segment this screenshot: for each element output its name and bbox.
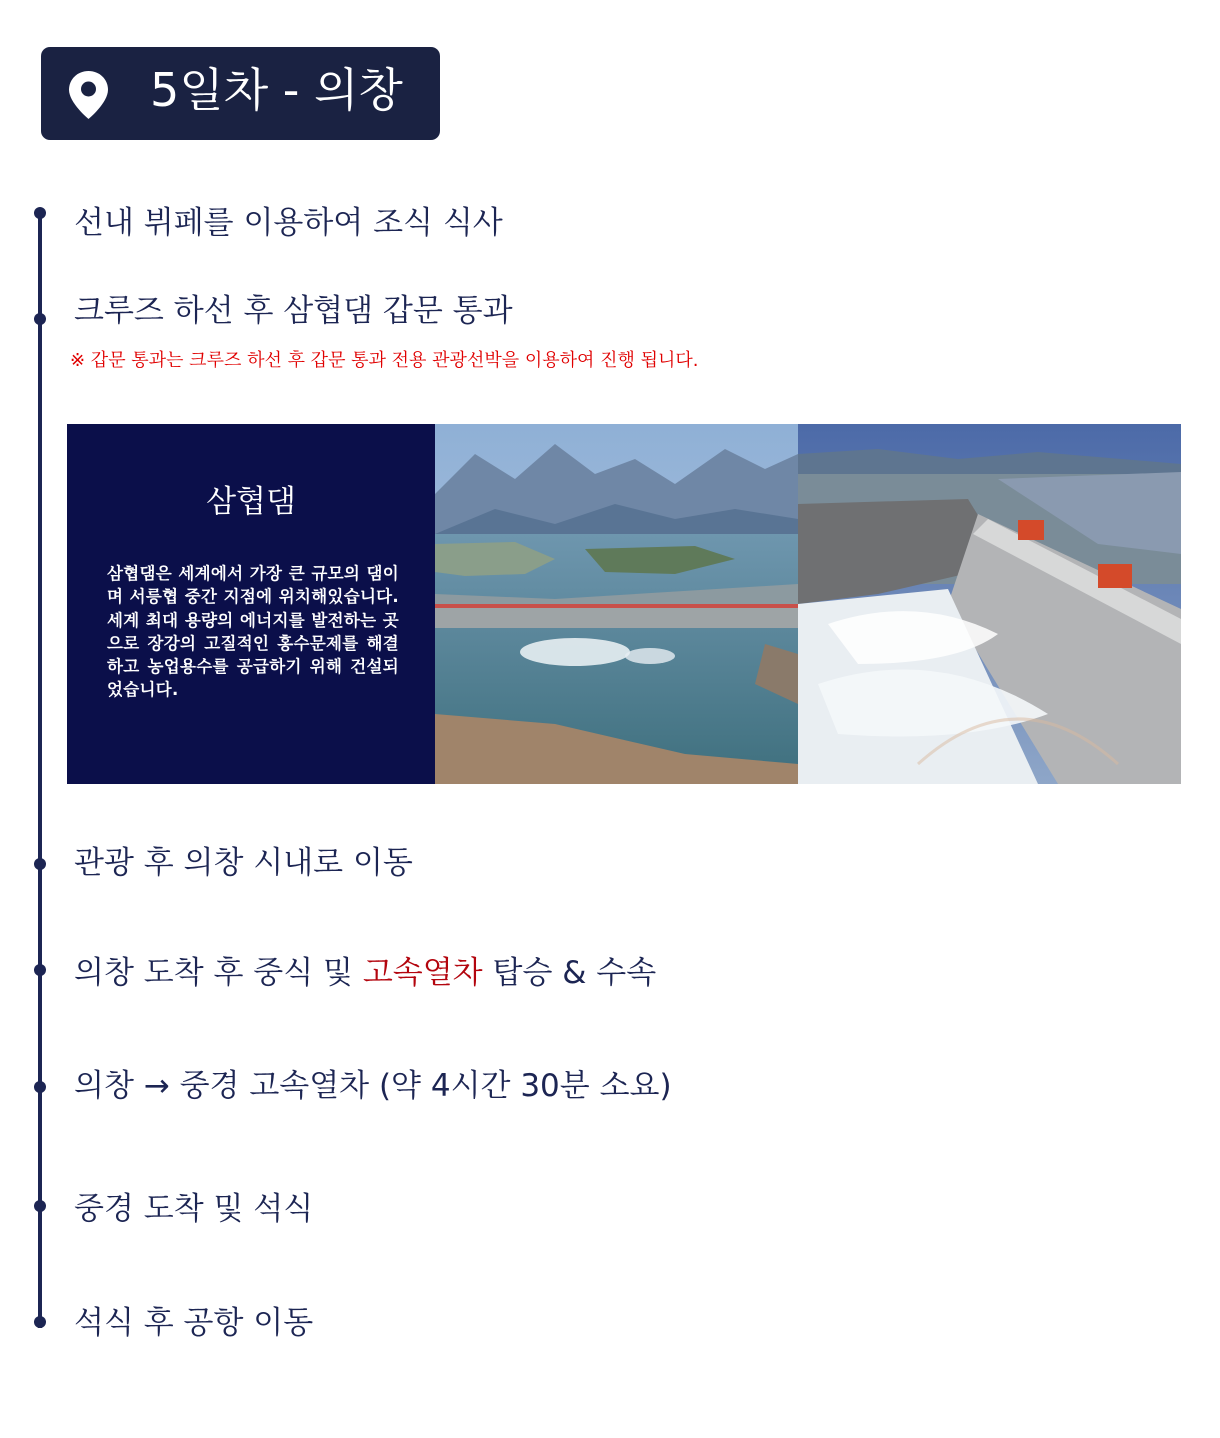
dam-spillway-photo xyxy=(798,424,1181,784)
step-text-after: 탑승 & 수속 xyxy=(482,955,657,991)
timeline-dot xyxy=(34,1081,46,1093)
timeline-line xyxy=(38,210,42,1328)
dam-aerial-photo xyxy=(435,424,798,784)
dam-info-panel xyxy=(67,424,435,784)
timeline-step-breakfast: 선내 뷔페를 이용하여 조식 식사 xyxy=(74,205,503,241)
step-text-highlight: 고속열차 xyxy=(362,955,483,991)
timeline-step-airport: 석식 후 공항 이동 xyxy=(74,1305,314,1341)
dam-card xyxy=(67,424,1181,784)
timeline-dot xyxy=(34,858,46,870)
timeline-step-dinner: 중경 도착 및 석식 xyxy=(74,1191,314,1227)
dam-title: 삼협댐 xyxy=(206,484,296,520)
timeline-dot xyxy=(34,313,46,325)
step-text-before: 의창 도착 후 중식 및 xyxy=(74,955,363,991)
dam-description: 삼협댐은 세계에서 가장 큰 규모의 댐이며 서릉협 중간 지점에 위치해있습니다. 세계 최대 용량의 에너지를 발전하는 곳으로 장강의 고질적인 홍수문제를 해결하고 농업용수를 공급하기 위해 건설되었습니다. xyxy=(107,564,399,700)
timeline-step-train-ride: 의창 → 중경 고속열차 (약 4시간 30분 소요) xyxy=(74,1068,672,1104)
lock-notice: ※ 갑문 통과는 크루즈 하선 후 갑문 통과 전용 관광선박을 이용하여 진행 됩니다. xyxy=(70,350,699,371)
map-pin-icon xyxy=(68,70,109,120)
timeline-dot xyxy=(34,207,46,219)
timeline-step-city-transfer: 관광 후 의창 시내로 이동 xyxy=(74,845,413,881)
timeline-dot xyxy=(34,1316,46,1328)
timeline-dot xyxy=(34,964,46,976)
timeline-step-lunch-train xyxy=(74,953,656,993)
timeline-step-disembark: 크루즈 하선 후 삼협댐 갑문 통과 xyxy=(74,293,513,329)
timeline-dot xyxy=(34,1200,46,1212)
day-title: 5일차 - 의창 xyxy=(150,63,403,117)
